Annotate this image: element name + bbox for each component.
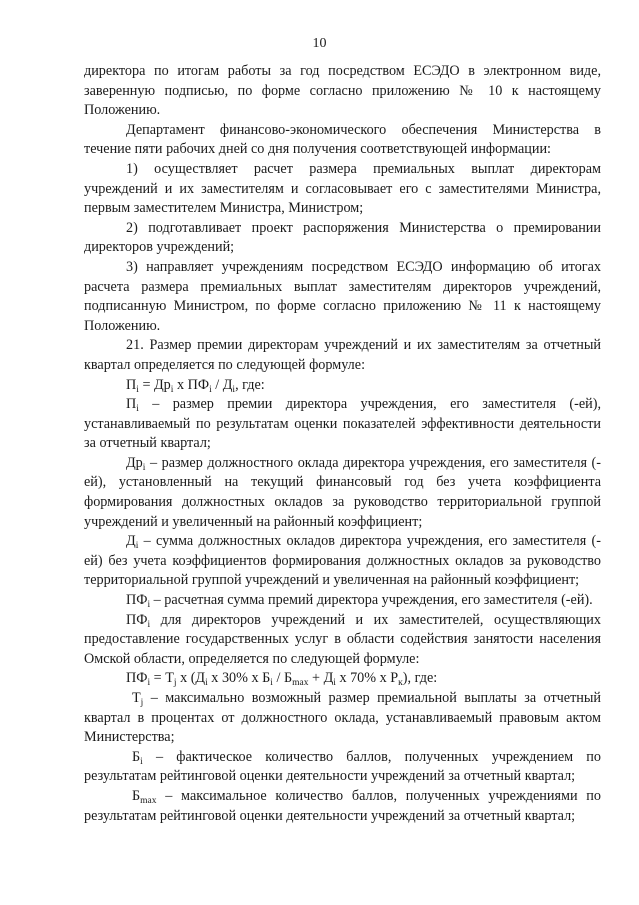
page-number: 10 [312,36,327,51]
paragraph: $Б_i$ – фактическое количество баллов, полученных учреждением по результатам рейтинговой оценки деятельности учреждений за отчетный квартал; [84,748,601,785]
document-body [84,62,601,826]
paragraph: 3) направляет учреждениям посредством ЕСЭДО информацию об итогах расчета размера премиальных выплат заместителям директоров учреждений, подписанную Министром, по форме согласно приложению № 11 к настоящему Положению. [84,258,601,334]
paragraph: Департамент финансово-экономического обеспечения Министерства в течение пяти рабочих дней со дня получения соответствующей информации: [84,121,601,158]
paragraph: 21. Размер премии директорам учреждений и их заместителям за отчетный квартал определяется по следующей формуле: [84,337,601,373]
paragraph: $Д_i$ – сумма должностных окладов директора учреждения, его заместителя (-ей) без учета коэффициентов формирования должностных окладов за руководство территориальной группой учреждений и увеличенная на районный коэффициент; [84,533,601,589]
paragraph: 1) осуществляет расчет размера премиальных выплат директорам учреждений и их заместителям и согласовывает его с заместителями Министра, первым заместителем Министра, Министром; [84,160,601,217]
paragraph: $ПФ_i$ – расчетная сумма премий директора учреждения, его заместителя (-ей). [126,592,593,611]
formula-line: $ПФ_i = Т_j$ х ($Д_i$ х 30% х $Б_i / Б_{max} + Д_i$ х 70% х $Р_к$), где: [126,670,438,689]
paragraph: $П_i$ – размер премии директора учреждения, его заместителя (-ей), устанавливаемый по результатам оценки показателей эффективности деятельности за отчетный квартал; [84,396,601,452]
paragraph: $Т_j$ – максимально возможный размер премиальной выплаты за отчетный квартал в процентах от должностного оклада, устанавливаемый правовым актом Министерства; [84,690,601,746]
paragraph: $Др_i$ – размер должностного оклада директора учреждения, его заместителя (-ей), установленный на текущий финансовый год без учета коэффициента формирования должностных окладов за руководство территориальной группой учреждений и увеличенный на районный коэффициент; [84,454,601,530]
paragraph: директора по итогам работы за год посредством ЕСЭДО в электронном виде, заверенную подписью, по форме согласно приложению № 10 к настоящему Положению. [84,63,601,119]
paragraph: $Б_{max}$ – максимальное количество баллов, полученных учреждениями по результатам рейтинговой оценки деятельности учреждений за отчетный квартал; [84,787,601,824]
paragraph: 2) подготавливает проект распоряжения Министерства о премировании директоров учреждений; [84,219,601,256]
paragraph: $ПФ_i$ для директоров учреждений и их заместителей, осуществляющих предоставление государственных услуг в области содействия занятости населения Омской области, определяется по следующей формуле: [84,611,601,667]
formula-line: $П_i = Др_i$ х $ПФ_i / Д_i$, где: [126,376,265,395]
